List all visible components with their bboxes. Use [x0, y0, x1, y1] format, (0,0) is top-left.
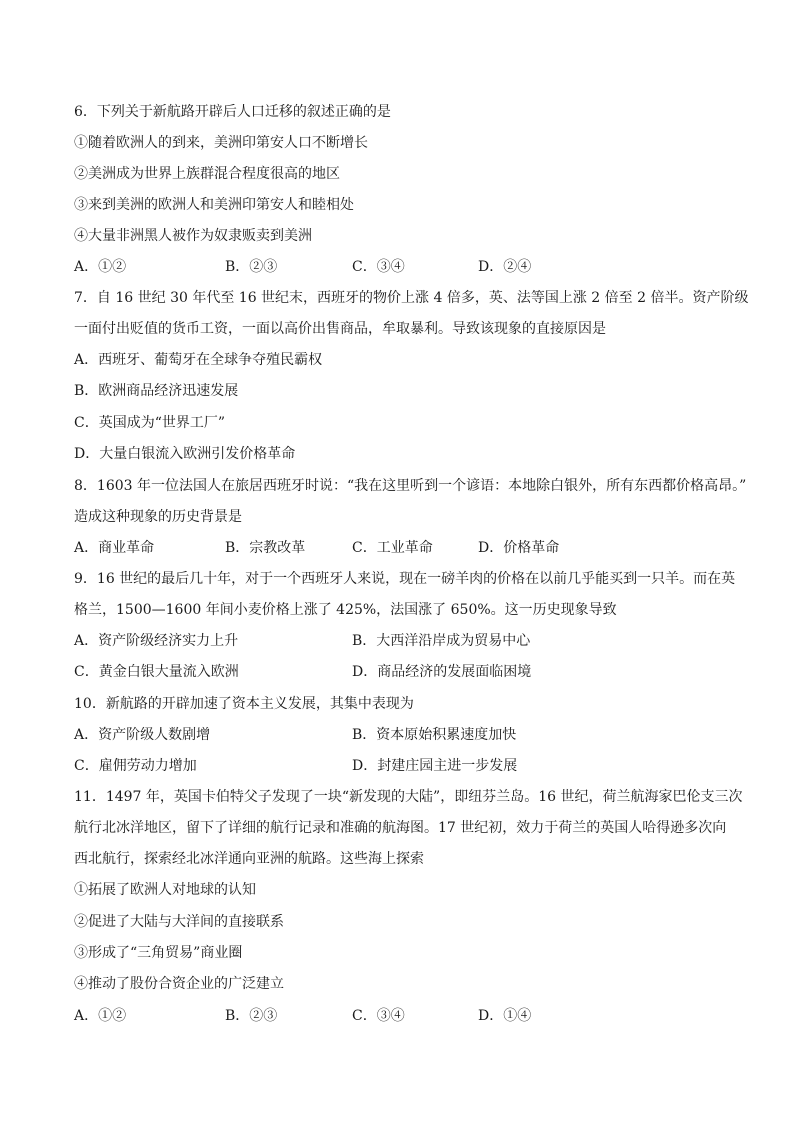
question-10-option-c[interactable]: C．雇佣劳动力增加 [74, 758, 197, 774]
question-6-option-b[interactable]: B．②③ [225, 259, 278, 275]
question-9-stem-line-2: 格兰，1500—1600 年间小麦价格上涨了 425%，法国涨了 650%。这一历史现象导致 [74, 602, 617, 618]
question-8-option-d[interactable]: D．价格革命 [478, 540, 560, 556]
question-8-stem-line-2: 造成这种现象的历史背景是 [74, 509, 242, 525]
question-6-stem: 6．下列关于新航路开辟后人口迁移的叙述正确的是 [74, 104, 391, 120]
question-11-stem-line-2: 航行北冰洋地区，留下了详细的航行记录和准确的航海图。17 世纪初，效力于荷兰的英国人哈得逊多次向 [74, 820, 727, 836]
question-6-option-c[interactable]: C．③④ [352, 259, 405, 275]
question-6-item-3: ③来到美洲的欧洲人和美洲印第安人和睦相处 [74, 197, 354, 213]
question-7-option-b[interactable]: B．欧洲商品经济迅速发展 [74, 383, 239, 399]
question-10-stem: 10．新航路的开辟加速了资本主义发展，其集中表现为 [74, 696, 414, 712]
question-10-option-d[interactable]: D．封建庄园主进一步发展 [352, 758, 518, 774]
question-11-item-4: ④推动了股份合资企业的广泛建立 [74, 976, 284, 992]
question-11-option-b[interactable]: B．②③ [225, 1008, 278, 1024]
question-6-item-1: ①随着欧洲人的到来，美洲印第安人口不断增长 [74, 135, 368, 151]
question-9-option-d[interactable]: D．商品经济的发展面临困境 [352, 664, 532, 680]
question-7-option-c[interactable]: C．英国成为“世界工厂” [74, 415, 226, 431]
question-6-option-a[interactable]: A．①② [74, 259, 127, 275]
question-11-option-d[interactable]: D．①④ [478, 1008, 532, 1024]
question-11-option-c[interactable]: C．③④ [352, 1008, 405, 1024]
question-7-stem-line-1: 7．自 16 世纪 30 年代至 16 世纪末，西班牙的物价上涨 4 倍多，英、法等国上涨 2 倍至 2 倍半。资产阶级 [74, 290, 749, 306]
question-7-stem-line-2: 一面付出贬值的货币工资，一面以高价出售商品，牟取暴利。导致该现象的直接原因是 [74, 321, 606, 337]
question-8-option-b[interactable]: B．宗教改革 [225, 540, 306, 556]
question-6-item-2: ②美洲成为世界上族群混合程度很高的地区 [74, 166, 340, 182]
question-7-option-d[interactable]: D．大量白银流入欧洲引发价格革命 [74, 446, 296, 462]
question-8-stem-line-1: 8．1603 年一位法国人在旅居西班牙时说：“我在这里听到一个谚语：本地除白银外，所有东西都价格高昂。” [74, 478, 747, 494]
question-11-stem-line-3: 西北航行，探索经北冰洋通向亚洲的航路。这些海上探索 [74, 851, 424, 867]
question-6-item-4: ④大量非洲黑人被作为奴隶贩卖到美洲 [74, 228, 312, 244]
question-9-option-a[interactable]: A．资产阶级经济实力上升 [74, 633, 239, 649]
question-8-option-a[interactable]: A．商业革命 [74, 540, 155, 556]
question-9-option-b[interactable]: B．大西洋沿岸成为贸易中心 [352, 633, 531, 649]
question-10-option-b[interactable]: B．资本原始积累速度加快 [352, 727, 517, 743]
question-9-option-c[interactable]: C．黄金白银大量流入欧洲 [74, 664, 239, 680]
question-10-option-a[interactable]: A．资产阶级人数剧增 [74, 727, 211, 743]
question-7-option-a[interactable]: A．西班牙、葡萄牙在全球争夺殖民霸权 [74, 352, 323, 368]
question-6-option-d[interactable]: D．②④ [478, 259, 532, 275]
question-11-item-2: ②促进了大陆与大洋间的直接联系 [74, 914, 284, 930]
question-11-item-3: ③形成了“三角贸易”商业圈 [74, 945, 243, 961]
question-9-stem-line-1: 9．16 世纪的最后几十年，对于一个西班牙人来说，现在一磅羊肉的价格在以前几乎能买到一只羊。而在英 [74, 571, 736, 587]
question-11-item-1: ①拓展了欧洲人对地球的认知 [74, 882, 256, 898]
question-11-stem-line-1: 11．1497 年，英国卡伯特父子发现了一块“新发现的大陆”，即纽芬兰岛。16 世纪，荷兰航海家巴伦支三次 [74, 789, 743, 805]
question-8-option-c[interactable]: C．工业革命 [352, 540, 433, 556]
question-11-option-a[interactable]: A．①② [74, 1008, 127, 1024]
